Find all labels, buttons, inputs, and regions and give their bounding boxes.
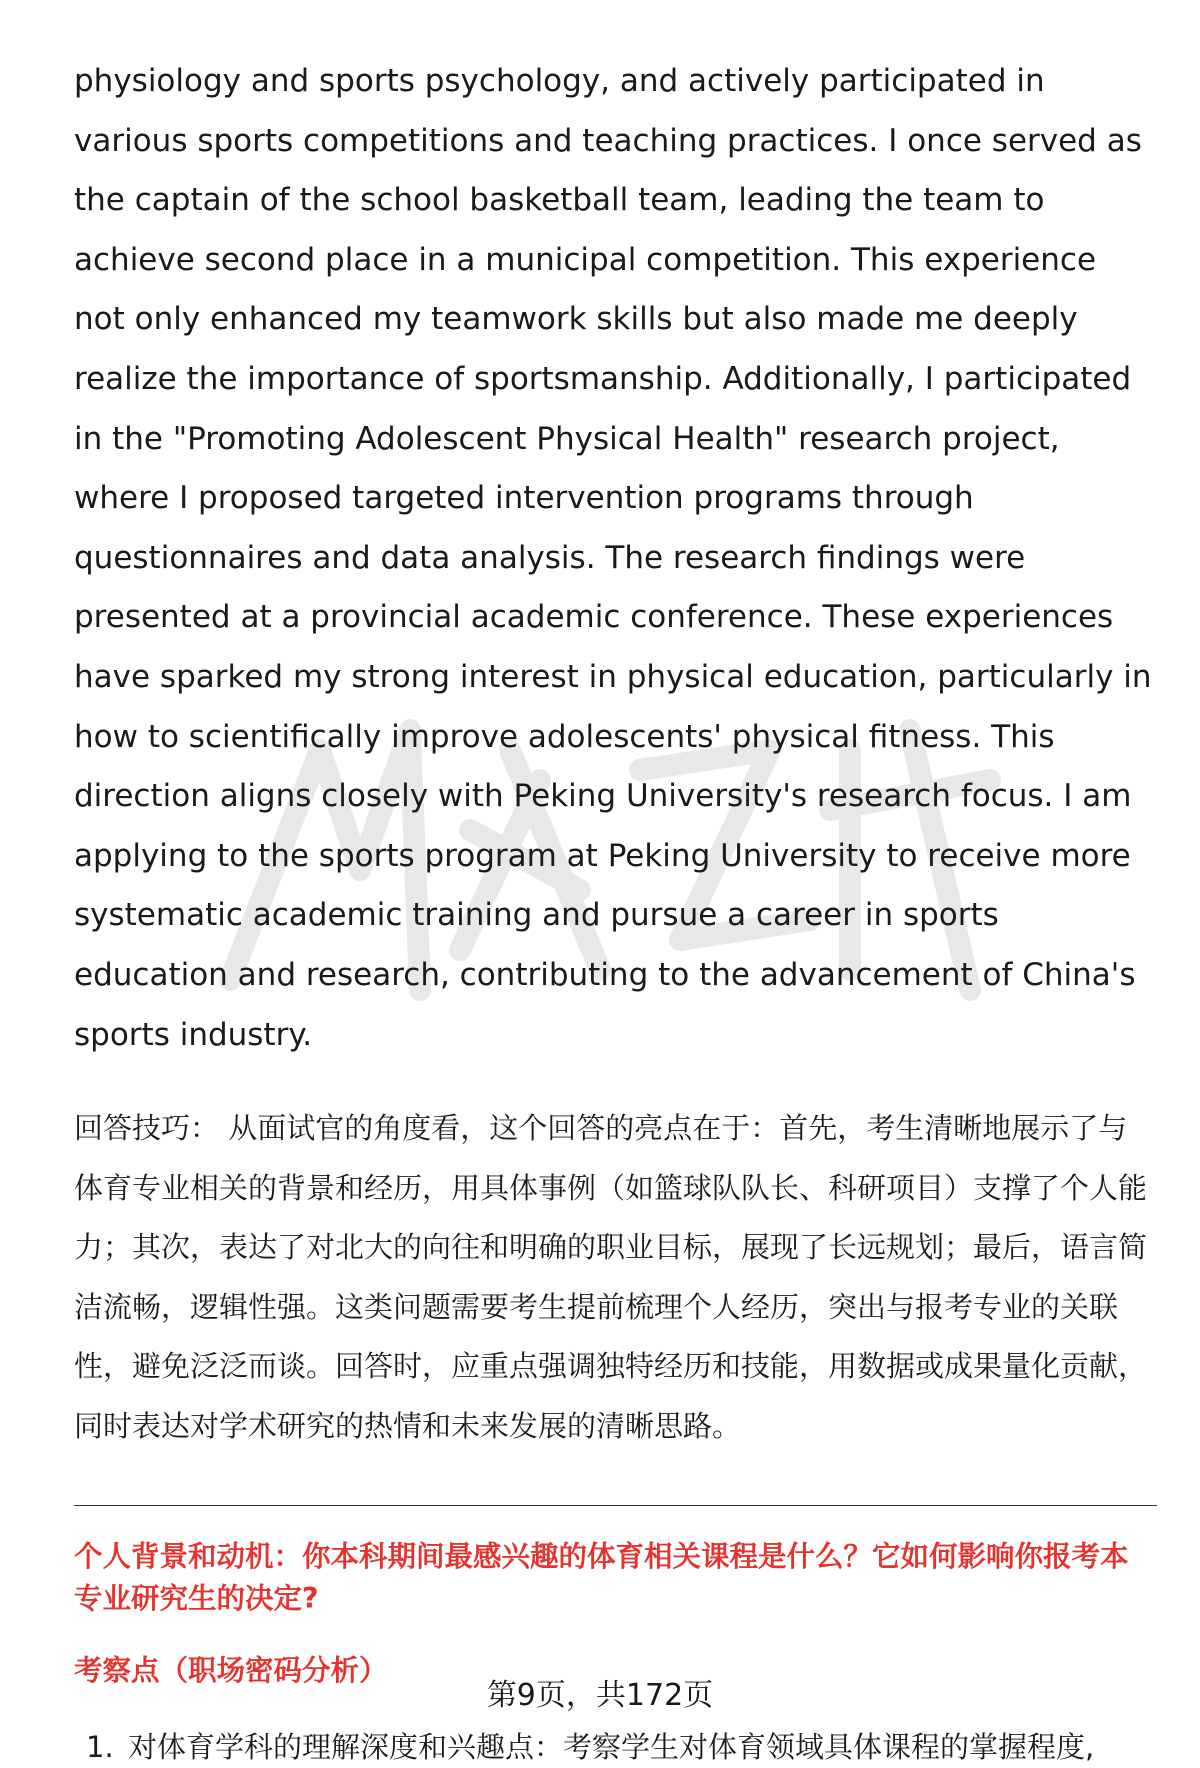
list-item-text: 对体育学科的理解深度和兴趣点：考察学生对体育领域具体课程的掌握程度,	[128, 1729, 1095, 1764]
section-divider	[74, 1505, 1157, 1506]
page-number-footer: 第9页，共172页	[486, 1678, 714, 1713]
assessment-points-list	[74, 1726, 1156, 1768]
list-item	[74, 1726, 1156, 1768]
answer-tips-paragraph: 回答技巧： 从面试官的角度看，这个回答的亮点在于：首先，考生清晰地展示了与体育专业相关的背景和经历，用具体事例（如篮球队队长、科研项目）支撑了个人能力；其次，表达了对北大的向往和明确的职业目标，展现了长远规划；最后，语言简洁流畅，逻辑性强。这类问题需要考生提前梳理个人经历，突出与报考专业的关联性，避免泛泛而谈。回答时，应重点强调独特经历和技能，用数据或成果量化贡献，同时表达对学术研究的热情和未来发展的清晰思路。	[74, 1111, 1148, 1444]
content-area	[74, 52, 1156, 1768]
list-item-number: 1.	[86, 1729, 114, 1764]
answer-paragraph: physiology and sports psychology, and actively participated in various sports competitions and teaching practices. I once served as the captain of the school basketball team, leading the team to achieve second place in a municipal competition. This experience not only enhanced my teamwork skills but also made me deeply realize the importance of sportsmanship. Additionally, I participated in the "Promoting Adolescent Physical Health" research project, where I proposed targeted intervention programs through questionnaires and data analysis. The research findings were presented at a provincial academic conference. These experiences have sparked my strong interest in physical education, particularly in how to scientifically improve adolescents' physical fitness. This direction aligns closely with Peking University's research focus. I am applying to the sports program at Peking University to receive more systematic academic training and pursue a career in sports education and research, contributing to the advancement of China's sports industry.	[74, 63, 1152, 1053]
interview-question: 个人背景和动机：你本科期间最感兴趣的体育相关课程是什么？它如何影响你报考本专业研究生的决定?	[74, 1539, 1129, 1615]
assessment-heading: 考察点（职场密码分析）	[74, 1653, 388, 1687]
